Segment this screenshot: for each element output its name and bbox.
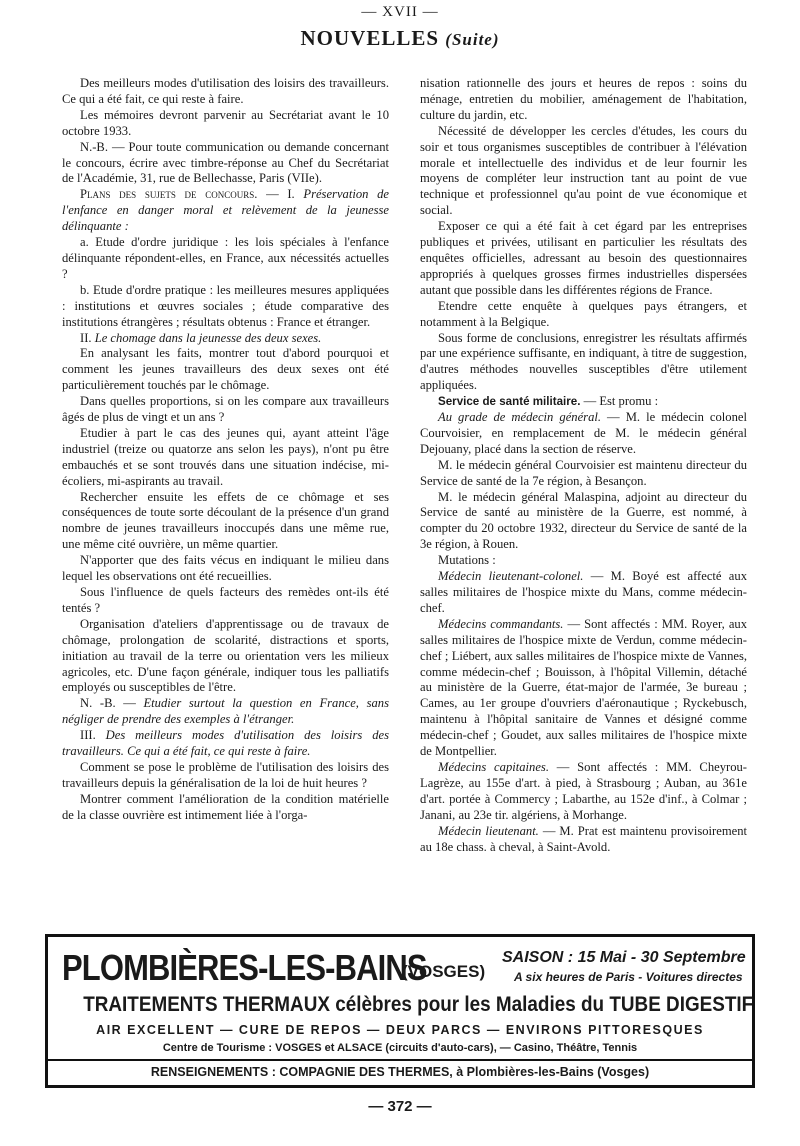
text-run: Etudier surtout la question en France, sans négliger de prendre des exemples à l'étranger. [62, 696, 389, 727]
paragraph: N'apporter que des faits vécus en indiquant le milieu dans lequel les observations ont été recueillies. [62, 553, 389, 584]
ad-resort-name: PLOMBIÈRES-LES-BAINS [62, 947, 427, 988]
paragraph: a. Etude d'ordre juridique : les lois spéciales à l'enfance délinquante répondent-elles, en France, aux nécessités actuelles ? [62, 235, 389, 281]
paragraph: Etendre cette enquête à quelques pays étrangers, et notamment à la Belgique. [420, 298, 747, 329]
ad-region: (VOSGES) [402, 962, 486, 981]
roman-page-number: — XVII — [361, 4, 439, 20]
ad-season: SAISON : 15 Mai - 30 Septembre [502, 949, 746, 966]
ad-divider [48, 1059, 752, 1061]
paragraph: Sous forme de conclusions, enregistrer les résultats affirmés par une expérience suffisante, en indiquant, à titre de suggestion, d'autres méthodes nouvelles susceptibles d'être utilement appliquées. [420, 330, 747, 393]
text-run: Médecin lieutenant-colonel. [438, 569, 584, 584]
text-run: — Sont affectés : MM. Royer, aux salles militaires de l'hospice mixte de Verdun, comme médecin-chef ; Liébert, aux salles militaires de l'hospice mixte de Vannes, comme médecin-chef ; Bouisson, à l'hôpital Villemin, détaché au ministère de la Guerre, état-major de l'armée, 3e bureau ; Cames, au 1er groupe d'ouvriers d'aéronautique ; Ryckebusch, maintenu à l'hôpital sanitaire de Vannes et désigné comme médecin-chef ; Goudet, aux salles militaires de l'hospice mixte de Montpellier. [420, 616, 748, 759]
text-run: Médecin lieutenant. [438, 823, 539, 838]
paragraph [420, 617, 747, 760]
paragraph: Sous l'influence de quels facteurs des remèdes ont-ils été tentés ? [62, 585, 389, 615]
text-run: — M. le médecin colonel Courvoisier, en remplacement de M. le médecin général Dejouany, placé dans la section de réserve. [420, 410, 747, 456]
ad-tourism: Centre de Tourisme : VOSGES et ALSACE (circuits d'auto-cars), — Casino, Théâtre, Tennis [162, 1042, 638, 1054]
right-column [420, 76, 747, 855]
page-number: — 372 — [368, 1098, 432, 1115]
title-suffix: (Suite) [445, 30, 500, 49]
page-title [0, 26, 800, 51]
ad-header-row [62, 945, 746, 995]
paragraph: Des meilleurs modes d'utilisation des loisirs des travailleurs. Ce qui a été fait, ce qui reste à faire. [62, 76, 389, 106]
paragraph: Etudier à part le cas des jeunes qui, ayant atteint l'âge industriel (treize ou quatorze ans selon les pays), n'ont pu être embauchés et se sont trouvés dans une situation indécise, mi-écoliers, mi-aspirants au travail. [62, 425, 389, 488]
paragraph [420, 76, 747, 124]
paragraph [62, 187, 389, 235]
text-run: Au grade de médecin général. [438, 410, 602, 425]
paragraph [420, 760, 747, 824]
ad-direct-trains: A six heures de Paris - Voitures directes [514, 970, 743, 984]
paragraph: M. le médecin général Malaspina, adjoint au directeur du Service de santé au ministère de la Guerre, est nommé, à compter du 20 octobre 1932, directeur du Service de santé de la 3e région, à Rouen. [420, 489, 747, 552]
text-run: Le chomage dans la jeunesse des deux sexes. [94, 330, 322, 345]
text-run: — M. Boyé est affecté aux salles militaires de l'hospice mixte du Mans, comme médecin-chef. [420, 569, 747, 615]
text-run: — M. Prat est maintenu provisoirement au 18e chass. à cheval, à Saint-Avold. [420, 823, 748, 854]
text-run: III. [80, 728, 106, 743]
text-run: Médecins capitaines. [438, 759, 549, 774]
text-run: — Sont affectés : MM. Cheyrou-Lagrèze, au 155e d'art. à pied, à Strasbourg ; Auban, au 361e d'art. portée à Commercy ; Labarthe, au 152e d'inf., à Colmar ; Janani, au 23e tir. algériens, à Morhange. [420, 759, 747, 822]
paragraph: Nécessité de développer les cercles d'études, les cours du soir et tous organismes susceptibles de contribuer à l'élévation morale et intellectuelle des individus et de leur fournir les moyens de compléter leur instruction tant au point de vue technique et professionnel qu'au point de vue économique et social. [420, 123, 747, 218]
paragraph: b. Etude d'ordre pratique : les meilleures mesures appliquées : institutions et œuvres sociales ; étude comparative des institutions étrangères ; résultats obtenus : France et étranger. [62, 282, 389, 329]
paragraph: Exposer ce qui a été fait à cet égard par les entreprises publiques et privées, utilisant en particulier les résultats des enquêtes officielles, adressant au besoin des questionnaires appropriés à quelques grosses firmes industrielles dispersées autant que possible dans les différentes régions de France. [420, 219, 747, 297]
text-run: nisation rationnelle des jours et heures de repos : soins du ménage, entretien du mobilier, aménagement de l'habitation, culture du jardin, etc. [420, 76, 747, 122]
paragraph: Organisation d'ateliers d'apprentissage ou de travaux de chômage, prolongation de scolarité, distractions et sports, initiation au travail de la terre ou orientation vers les milieux agricoles, etc. D'une façon générale, indiquer tous les palliatifs employés ou susceptibles de l'être. [62, 616, 389, 695]
paragraph: Comment se pose le problème de l'utilisation des loisirs des travailleurs depuis la généralisation de la loi de huit heures ? [62, 759, 389, 790]
advertisement-box [45, 934, 755, 1088]
paragraph: Rechercher ensuite les effets de ce chômage et ses conséquences de toute sorte découlant de la présence d'un grand nombre de jeunes travailleurs inoccupés dans une même rue, une même cité ouvrière, un même quartier. [62, 489, 389, 552]
paragraph: N.-B. — Pour toute communication ou demande concernant le concours, écrire avec timbre-réponse au Chef du Secrétariat de l'Académie, 31, rue de Bellechasse, Paris (VIIe). [62, 139, 389, 186]
paragraph [420, 569, 747, 617]
paragraph: Les mémoires devront parvenir au Secrétariat avant le 10 octobre 1933. [62, 107, 389, 138]
paragraph [62, 696, 389, 728]
ad-information: RENSEIGNEMENTS : COMPAGNIE DES THERMES, à Plombières-les-Bains (Vosges) [150, 1065, 650, 1079]
paragraph [62, 331, 389, 347]
paragraph: M. le médecin général Courvoisier est maintenu directeur du Service de santé de la 7e région, à Besançon. [420, 457, 747, 488]
text-run: Plans des sujets de concours. [80, 187, 258, 202]
ad-treatments: TRAITEMENTS THERMAUX célèbres pour les Maladies du TUBE DIGESTIF [83, 993, 754, 1016]
text-run: — Est promu : [580, 394, 659, 409]
paragraph [420, 824, 747, 856]
paragraph: Montrer comment l'amélioration de la condition matérielle de la classe ouvrière est intimement liée à l'orga- [62, 791, 389, 822]
title-main: NOUVELLES [300, 26, 440, 50]
text-run: — I. [257, 187, 304, 202]
paragraph: Mutations : [438, 553, 496, 568]
ad-features: AIR EXCELLENT — CURE DE REPOS — DEUX PARCS — ENVIRONS PITTORESQUES [96, 1023, 704, 1037]
text-run: II. [80, 330, 95, 345]
text-run: N. -B. — [80, 696, 144, 711]
paragraph [62, 728, 389, 760]
left-column [62, 76, 389, 824]
paragraph [420, 410, 747, 458]
paragraph: Dans quelles proportions, si on les compare aux travailleurs âgés de plus de vingt et un ans ? [62, 394, 389, 425]
text-run: Médecins commandants. [438, 616, 564, 631]
text-run: Service de santé militaire. [438, 395, 581, 409]
paragraph [420, 394, 747, 410]
paragraph: En analysant les faits, montrer tout d'abord pourquoi et comment les jeunes travailleurs des deux sexes ont été particulièrement touchés par le chômage. [62, 346, 389, 393]
text-run: Préservation de l'enfance en danger moral et relèvement de la jeunesse délinquante : [62, 187, 389, 234]
text-run: Des meilleurs modes d'utilisation des loisirs des travailleurs. Ce qui a été fait, ce qui reste à faire. [62, 728, 389, 759]
